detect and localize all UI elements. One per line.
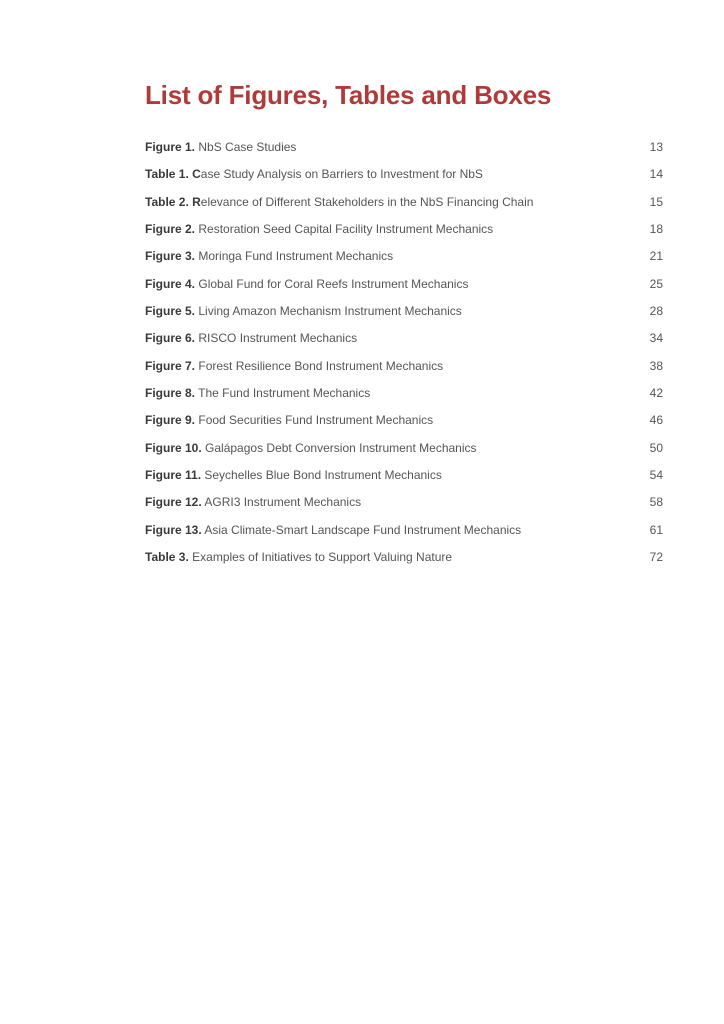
toc-entry[interactable] bbox=[145, 383, 663, 410]
toc-entry-label: Figure 1. bbox=[145, 140, 196, 154]
toc-entry-page-number: 61 bbox=[649, 522, 663, 537]
toc-entry[interactable] bbox=[145, 328, 663, 355]
toc-entry-caption bbox=[145, 219, 493, 239]
toc-entry-page-number: 42 bbox=[649, 386, 663, 401]
toc-entry-caption bbox=[145, 192, 533, 212]
toc-entry-page-number: 72 bbox=[649, 550, 663, 565]
toc-entry-label: Figure 2. bbox=[145, 222, 196, 237]
toc-entry-label: Figure 9. bbox=[145, 413, 196, 428]
toc-entry-caption bbox=[145, 383, 370, 403]
toc-entry-label: Figure 3. bbox=[145, 249, 196, 264]
toc-entry-caption bbox=[145, 137, 296, 157]
toc-entry[interactable] bbox=[145, 274, 663, 301]
toc-entry[interactable] bbox=[145, 192, 663, 219]
toc-entry-caption bbox=[145, 547, 452, 567]
toc-entry[interactable] bbox=[145, 465, 663, 492]
toc-entry-title: The Fund Instrument Mechanics bbox=[198, 386, 371, 401]
toc-entry-label: Table 2. R bbox=[145, 194, 201, 209]
toc-entry-page-number: 13 bbox=[649, 140, 663, 154]
toc-entry-label: Figure 7. bbox=[145, 358, 196, 373]
toc-entry-caption bbox=[145, 246, 393, 266]
toc-entry-label: Table 3. bbox=[145, 550, 189, 565]
toc-entry-label: Figure 12. bbox=[145, 495, 202, 510]
toc-entry[interactable] bbox=[145, 547, 663, 574]
toc-entry[interactable] bbox=[145, 164, 663, 191]
table-of-contents bbox=[145, 137, 663, 575]
toc-entry-caption bbox=[145, 492, 361, 512]
toc-entry-label: Figure 8. bbox=[145, 386, 196, 401]
toc-entry-title: Galápagos Debt Conversion Instrument Mechanics bbox=[205, 440, 477, 455]
toc-entry-title: Living Amazon Mechanism Instrument Mechanics bbox=[198, 304, 462, 319]
toc-entry-title: Examples of Initiatives to Support Valuing Nature bbox=[192, 550, 453, 565]
toc-entry[interactable] bbox=[145, 438, 663, 465]
toc-entry-title: AGRI3 Instrument Mechanics bbox=[204, 495, 362, 510]
toc-entry-page-number: 28 bbox=[649, 304, 663, 319]
toc-entry-title: ase Study Analysis on Barriers to Investment for NbS bbox=[200, 167, 483, 182]
toc-entry[interactable] bbox=[145, 301, 663, 328]
toc-entry[interactable] bbox=[145, 246, 663, 273]
page-title: List of Figures, Tables and Boxes bbox=[145, 80, 552, 110]
toc-entry-label: Figure 5. bbox=[145, 304, 196, 319]
toc-entry[interactable] bbox=[145, 356, 663, 383]
toc-entry[interactable] bbox=[145, 137, 663, 164]
toc-entry[interactable] bbox=[145, 219, 663, 246]
toc-entry-page-number: 15 bbox=[649, 194, 663, 209]
toc-entry-label: Figure 6. bbox=[145, 331, 196, 346]
toc-entry-caption bbox=[145, 465, 442, 485]
toc-entry-caption bbox=[145, 438, 477, 458]
toc-entry-page-number: 58 bbox=[649, 495, 663, 510]
toc-entry-title: elevance of Different Stakeholders in the NbS Financing Chain bbox=[200, 194, 534, 209]
toc-entry-page-number: 34 bbox=[649, 331, 663, 346]
toc-entry-caption bbox=[145, 356, 443, 376]
toc-entry-caption bbox=[145, 328, 357, 348]
toc-entry-caption bbox=[145, 520, 521, 540]
toc-entry-page-number: 18 bbox=[649, 222, 663, 237]
toc-entry-title: Forest Resilience Bond Instrument Mechanics bbox=[198, 358, 444, 373]
toc-entry-label: Figure 13. bbox=[145, 522, 202, 537]
toc-entry[interactable] bbox=[145, 410, 663, 437]
toc-entry-page-number: 38 bbox=[649, 358, 663, 373]
toc-entry-title: Global Fund for Coral Reefs Instrument Mechanics bbox=[198, 276, 469, 291]
toc-entry[interactable] bbox=[145, 492, 663, 519]
toc-entry-label: Figure 4. bbox=[145, 276, 196, 291]
toc-entry-title: RISCO Instrument Mechanics bbox=[198, 331, 358, 346]
toc-entry-page-number: 46 bbox=[649, 413, 663, 428]
toc-entry-caption bbox=[145, 301, 462, 321]
toc-entry-page-number: 25 bbox=[649, 276, 663, 291]
toc-entry-title: Asia Climate-Smart Landscape Fund Instrument Mechanics bbox=[204, 522, 522, 537]
toc-entry-page-number: 54 bbox=[649, 468, 663, 483]
toc-entry-caption bbox=[145, 410, 433, 430]
toc-entry-label: Table 1. C bbox=[145, 167, 201, 182]
toc-entry-label: Figure 10. bbox=[145, 440, 202, 455]
toc-entry-title: Moringa Fund Instrument Mechanics bbox=[198, 249, 394, 264]
toc-entry-title: Food Securities Fund Instrument Mechanics bbox=[198, 413, 434, 428]
toc-entry-page-number: 50 bbox=[649, 440, 663, 455]
toc-entry-title: Restoration Seed Capital Facility Instrument Mechanics bbox=[198, 222, 494, 237]
toc-entry-title: NbS Case Studies bbox=[198, 140, 297, 154]
toc-entry-title: Seychelles Blue Bond Instrument Mechanics bbox=[204, 468, 442, 483]
toc-entry-page-number: 21 bbox=[649, 249, 663, 264]
toc-entry[interactable] bbox=[145, 520, 663, 547]
toc-entry-label: Figure 11. bbox=[145, 468, 202, 483]
toc-entry-caption bbox=[145, 164, 483, 184]
toc-entry-page-number: 14 bbox=[649, 167, 663, 182]
toc-entry-caption bbox=[145, 274, 468, 294]
